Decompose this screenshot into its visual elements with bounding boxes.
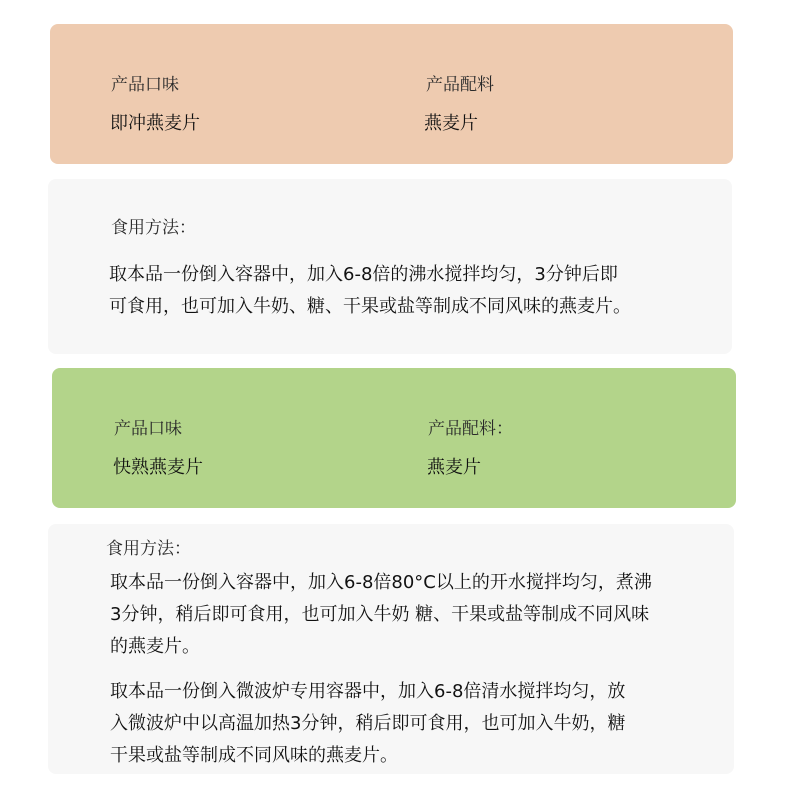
- flavor-label: 产品口味: [114, 419, 182, 439]
- method-line: 可食用，也可加入牛奶、糖、干果或盐等制成不同风味的燕麦片。: [109, 296, 631, 317]
- product-info-card-quick: [52, 368, 736, 508]
- flavor-value: 即冲燕麦片: [110, 113, 200, 134]
- method-text-microwave: [110, 676, 625, 772]
- ingredients-label: 产品配料：: [428, 419, 513, 439]
- ingredients-value: 燕麦片: [424, 113, 478, 134]
- ingredients-label: 产品配料: [426, 75, 494, 95]
- method-line: 取本品一份倒入容器中，加入6-8倍的沸水搅拌均匀，3分钟后即: [109, 264, 618, 285]
- method-line: 3分钟，稍后即可食用，也可加入牛奶 糖、干果或盐等制成不同风味: [110, 604, 650, 625]
- method-label: 食用方法：: [111, 218, 196, 238]
- method-line: 入微波炉中以高温加热3分钟，稍后即可食用，也可加入牛奶，糖: [110, 713, 626, 734]
- product-info-card-instant: [50, 24, 733, 164]
- flavor-label: 产品口味: [111, 75, 179, 95]
- method-text: [109, 259, 631, 323]
- method-line: 取本品一份倒入容器中，加入6-8倍80°C以上的开水搅拌均匀，煮沸: [110, 572, 652, 593]
- method-line: 取本品一份倒入微波炉专用容器中，加入6-8倍清水搅拌均匀，放: [110, 681, 626, 702]
- method-text-stovetop: [110, 567, 652, 663]
- method-line: 的燕麦片。: [110, 636, 200, 657]
- ingredients-value: 燕麦片: [427, 457, 481, 478]
- usage-card-instant: [48, 179, 732, 354]
- method-label: 食用方法：: [106, 539, 191, 559]
- flavor-value: 快熟燕麦片: [113, 457, 203, 478]
- usage-card-quick: [48, 524, 734, 774]
- method-line: 干果或盐等制成不同风味的燕麦片。: [110, 745, 398, 766]
